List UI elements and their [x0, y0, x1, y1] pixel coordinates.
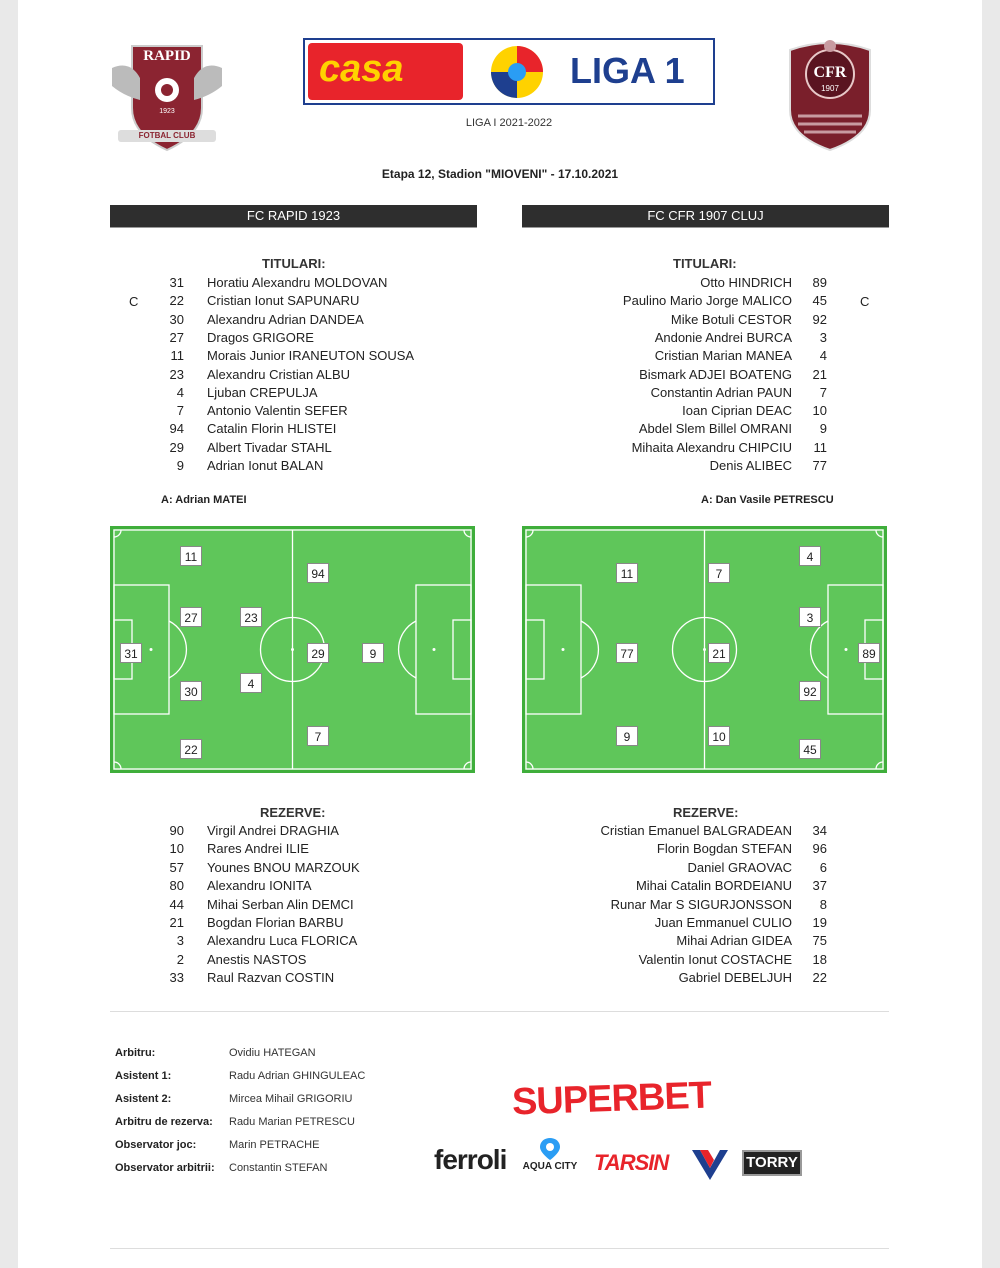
player-number: 6: [819, 859, 827, 875]
player-number: 31: [169, 275, 184, 290]
player-name: Florin Bogdan STEFAN: [656, 841, 792, 857]
player-number: 57: [169, 859, 184, 875]
away-starters-row: [18, 384, 982, 402]
player-marker: 29: [307, 643, 329, 663]
player-number: 89: [812, 275, 827, 290]
away-starters-row: [18, 457, 982, 475]
player-number: 94: [169, 421, 184, 437]
player-marker: 94: [307, 563, 329, 583]
player-name: Mihai Adrian GIDEA: [676, 933, 792, 949]
player-name: Ljuban CREPULJA: [207, 384, 318, 400]
casa-logo-text: casa: [319, 48, 404, 90]
player-number: 37: [812, 878, 827, 894]
player-name: Andonie Andrei BURCA: [654, 329, 792, 345]
player-number: 8: [819, 896, 827, 912]
v-shield-icon: [690, 1146, 730, 1182]
player-name: Rares Andrei ILIE: [207, 841, 309, 857]
player-marker: 11: [180, 546, 202, 566]
player-number: 96: [812, 841, 827, 857]
player-number: 10: [169, 841, 184, 857]
official-label: Observator arbitrii:: [115, 1162, 215, 1174]
away-subs-row: [18, 932, 982, 950]
cfr-crest-logo: [784, 36, 876, 152]
home-captain-mark: C: [129, 294, 139, 309]
player-name: Constantin Adrian PAUN: [650, 384, 792, 400]
official-label: Arbitru de rezerva:: [115, 1116, 213, 1128]
player-number: 3: [819, 329, 827, 345]
player-number: 34: [812, 823, 827, 838]
official-name: Radu Marian PETRESCU: [229, 1116, 355, 1128]
rapid-crest-bottom-text: FOTBAL CLUB: [138, 131, 196, 140]
away-starters-row: [18, 347, 982, 365]
away-subs-row: [18, 951, 982, 969]
home-coach: A: Adrian MATEI: [161, 494, 247, 506]
pitch-markings: [525, 529, 884, 770]
player-name: Alexandru IONITA: [207, 878, 312, 894]
player-marker: 45: [799, 739, 821, 759]
cfr-crest-year: 1907: [821, 84, 839, 93]
rapid-crest-top-text: RAPID: [143, 48, 191, 64]
player-marker: 89: [858, 643, 880, 663]
player-number: 21: [812, 366, 827, 382]
away-starters-row: [18, 292, 982, 310]
aqua-city-text: AQUA CITY: [522, 1161, 578, 1172]
away-starters-row: [18, 402, 982, 420]
player-marker: 23: [240, 607, 262, 627]
player-name: Valentin Ionut COSTACHE: [638, 951, 792, 967]
player-number: 29: [169, 439, 184, 455]
player-number: 11: [813, 439, 827, 455]
away-subs-row: [18, 914, 982, 932]
player-name: Raul Razvan COSTIN: [207, 970, 335, 986]
player-name: Adrian Ionut BALAN: [207, 458, 324, 473]
player-marker: 92: [799, 681, 821, 701]
player-number: 3: [176, 933, 184, 949]
player-number: 11: [170, 348, 184, 364]
official-name: Ovidiu HATEGAN: [229, 1047, 316, 1059]
player-name: Abdel Slem Billel OMRANI: [638, 421, 792, 437]
away-starters-row: [18, 420, 982, 438]
superbet-logo: SUPERBET: [511, 1074, 712, 1124]
player-number: 27: [169, 329, 184, 345]
pitch-markings: [113, 529, 472, 770]
player-name: Otto HINDRICH: [700, 275, 792, 290]
away-starters-row: [18, 329, 982, 347]
away-subs-row: [18, 859, 982, 877]
player-marker: 27: [180, 607, 202, 627]
away-team-bar: FC CFR 1907 CLUJ: [522, 205, 889, 227]
cfr-crest-text: CFR: [813, 64, 847, 81]
section-divider: [110, 1011, 889, 1012]
away-subs-row: [18, 969, 982, 987]
official-label: Asistent 2:: [115, 1093, 172, 1105]
player-name: Cristian Emanuel BALGRADEAN: [600, 823, 792, 838]
player-number: 77: [812, 458, 827, 473]
player-number: 22: [812, 970, 827, 986]
player-name: Morais Junior IRANEUTON SOUSA: [207, 348, 415, 364]
home-starters-title: TITULARI:: [262, 256, 326, 271]
player-name: Younes BNOU MARZOUK: [207, 859, 360, 875]
player-name: Bismark ADJEI BOATENG: [639, 366, 792, 382]
player-number: 7: [819, 384, 827, 400]
away-captain-mark: C: [860, 294, 870, 309]
player-marker: 22: [180, 739, 202, 759]
player-marker: 11: [616, 563, 638, 583]
player-number: 19: [812, 915, 827, 930]
player-number: 33: [169, 970, 184, 986]
player-number: 4: [819, 348, 827, 364]
away-starters-row: [18, 274, 982, 292]
player-name: Catalin Florin HLISTEI: [207, 421, 337, 437]
player-number: 2: [176, 951, 184, 967]
rapid-crest-logo: [110, 38, 224, 152]
player-name: Cristian Marian MANEA: [654, 348, 792, 364]
away-subs-row: [18, 840, 982, 858]
away-subs-row: [18, 896, 982, 914]
player-marker: 3: [799, 607, 821, 627]
liga1-logo-text: LIGA 1: [570, 50, 685, 91]
player-name: Horatiu Alexandru MOLDOVAN: [207, 275, 388, 290]
official-label: Asistent 1:: [115, 1070, 172, 1082]
home-subs-title: REZERVE:: [260, 805, 326, 820]
match-sheet-page: [18, 0, 982, 1268]
player-name: Gabriel DEBELJUH: [678, 970, 792, 986]
tarsin-logo: TARSIN: [594, 1150, 669, 1175]
official-label: Observator joc:: [115, 1139, 197, 1151]
player-number: 45: [812, 293, 827, 309]
player-name: Virgil Andrei DRAGHIA: [207, 823, 339, 838]
location-pin-icon: [518, 1136, 582, 1162]
official-name: Marin PETRACHE: [229, 1139, 320, 1151]
player-name: Juan Emmanuel CULIO: [654, 915, 792, 930]
player-number: 9: [176, 458, 184, 473]
player-marker: 7: [708, 563, 730, 583]
player-name: Paulino Mario Jorge MALICO: [622, 293, 792, 309]
player-name: Mihai Catalin BORDEIANU: [635, 878, 792, 894]
torry-logo: [742, 1150, 802, 1176]
player-marker: 31: [120, 643, 142, 663]
match-info: Etapa 12, Stadion "MIOVENI" - 17.10.2021: [381, 167, 619, 181]
away-starters-row: [18, 366, 982, 384]
rapid-crest-year: 1923: [159, 108, 175, 115]
official-name: Radu Adrian GHINGULEAC: [229, 1070, 366, 1082]
player-marker: 7: [307, 726, 329, 746]
away-subs-row: [18, 822, 982, 840]
away-starters-title: TITULARI:: [673, 256, 737, 271]
bottom-divider: [110, 1248, 889, 1249]
player-name: Alexandru Luca FLORICA: [207, 933, 358, 949]
player-number: 44: [169, 896, 184, 912]
away-coach: A: Dan Vasile PETRESCU: [701, 494, 834, 506]
player-marker: 21: [708, 643, 730, 663]
home-formation-pitch: [110, 526, 475, 773]
player-name: Antonio Valentin SEFER: [207, 403, 348, 419]
player-marker: 9: [362, 643, 384, 663]
player-number: 21: [169, 915, 184, 930]
player-number: 23: [169, 366, 184, 382]
player-number: 80: [169, 878, 184, 894]
player-name: Albert Tivadar STAHL: [207, 439, 332, 455]
player-name: Denis ALIBEC: [709, 458, 792, 473]
official-name: Constantin STEFAN: [229, 1162, 328, 1174]
player-name: Mihai Serban Alin DEMCI: [207, 896, 354, 912]
liga1-ball-icon: [477, 44, 557, 100]
player-number: 92: [812, 311, 827, 327]
ferroli-logo: ferroli: [434, 1144, 507, 1175]
player-name: Alexandru Adrian DANDEA: [207, 311, 364, 327]
official-label: Arbitru:: [115, 1047, 156, 1059]
player-name: Alexandru Cristian ALBU: [207, 366, 351, 382]
player-marker: 9: [616, 726, 638, 746]
away-subs-title: REZERVE:: [673, 805, 739, 820]
away-subs-row: [18, 877, 982, 895]
away-starters-row: [18, 439, 982, 457]
player-number: 90: [169, 823, 184, 838]
player-number: 4: [176, 384, 184, 400]
player-name: Anestis NASTOS: [207, 951, 307, 967]
player-number: 10: [812, 403, 827, 419]
player-number: 18: [812, 951, 827, 967]
player-number: 22: [169, 293, 184, 309]
player-marker: 77: [616, 643, 638, 663]
v-brand-logo: [690, 1146, 730, 1182]
player-marker: 30: [180, 681, 202, 701]
player-marker: 4: [240, 673, 262, 693]
player-name: Runar Mar S SIGURJONSSON: [610, 896, 792, 912]
player-name: Cristian Ionut SAPUNARU: [207, 293, 360, 309]
aqua-city-logo: [518, 1136, 582, 1186]
player-number: 30: [169, 311, 184, 327]
player-marker: 10: [708, 726, 730, 746]
season-label: LIGA I 2021-2022: [465, 117, 553, 129]
casa-liga1-logo: [303, 38, 715, 105]
player-name: Mihaita Alexandru CHIPCIU: [631, 439, 792, 455]
away-starters-row: [18, 311, 982, 329]
player-number: 9: [819, 421, 827, 437]
player-marker: 4: [799, 546, 821, 566]
player-name: Ioan Ciprian DEAC: [682, 403, 792, 419]
home-team-bar: FC RAPID 1923: [110, 205, 477, 227]
torry-text: TORRY: [746, 1154, 798, 1171]
player-number: 7: [176, 403, 184, 419]
official-name: Mircea Mihail GRIGORIU: [229, 1093, 353, 1105]
player-name: Daniel GRAOVAC: [687, 859, 792, 875]
player-name: Bogdan Florian BARBU: [207, 915, 344, 930]
player-number: 75: [812, 933, 827, 949]
player-name: Mike Botuli CESTOR: [670, 311, 792, 327]
away-formation-pitch: [522, 526, 887, 773]
player-name: Dragos GRIGORE: [207, 329, 314, 345]
